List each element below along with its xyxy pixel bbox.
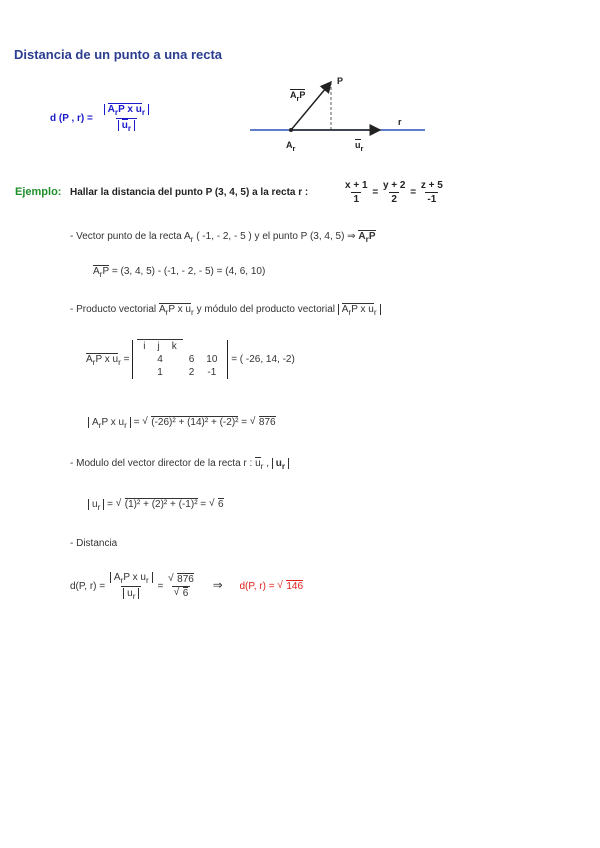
label-ur-sub: r [360,143,364,153]
label-Ar-a: A [286,140,293,150]
step2-mid: y módulo del producto vectorial [196,304,335,315]
matrix-cell: i [137,340,151,353]
modulus-u: $u_r$ = √ (1)² + (2)² + (-1)² = √ 6 [88,499,224,512]
step1-text [70,231,376,244]
mod-res: 876 [258,417,276,428]
mod-lhs-a: A [92,417,99,428]
mod-lhs-sub: r [98,420,102,430]
step2-abs-sub: r [348,307,352,317]
matrix-cell: 1 [157,367,163,378]
step2-abs-rest: P x u [351,304,374,315]
step3-vec-sub: r [260,461,264,471]
label-ArP-sub: r [296,93,300,103]
u-res: 6 [217,499,224,510]
d-num-rest: P x u [123,572,146,583]
step1b-vec-a: A [93,266,100,277]
label-P: P [337,76,344,86]
mod-lhs-sub2: r [124,420,127,430]
page-title: Distancia de un punto a una recta [14,47,223,62]
step1b-vec-sub: r [99,269,103,279]
step3-abs: u [275,458,282,469]
d-lhs: d(P, r) = [70,581,106,593]
frac1-den: 1 [353,194,360,205]
d-f2-num: 876 [177,574,194,585]
frac3-num: z + 5 [420,180,443,191]
step2-vec-sub: r [165,307,169,317]
formula-num-sub: r [114,107,119,117]
label-ur-u: u [355,140,361,150]
mod-rhs: (-26)² + (14)² + (-2)² [151,417,239,428]
frac3-den: -1 [427,194,437,205]
matrix-cell: k [166,340,183,353]
step1b-vec-p: P [102,266,110,277]
distance-result: d(P, r) = $\frac{A_rP x u_r}{u_r}$ = √ 876 √ 6 ⇒ d(P, r) = √ 146 [70,572,303,601]
label-ArP [290,90,305,103]
step1-vec-p: P [368,231,376,242]
step1-calc [93,266,265,279]
modulus-cross: $A_rP$ x $u_r$ = √ (-26)² + (14)² + (-2)² = √ 876 [88,417,276,430]
cross-lhs-sub: r [92,357,96,368]
implies-arrow: ⇒ [212,578,223,593]
step2-abs-a: A [341,304,349,315]
label-Ar [286,140,295,153]
step4-text: - Distancia [70,538,118,549]
cross-lhs-a: A [86,354,93,366]
formula-num-a: A [107,104,115,115]
point-Ar [289,128,293,132]
step2-a: - Producto vectorial [70,304,157,315]
step1-a: - Vector punto de la recta A [70,231,191,242]
result-lhs: d(P, r) = [239,581,275,593]
example-statement: Hallar la distancia del punto P (3, 4, 5) a la recta r : [70,187,309,198]
formula-lhs: d (P , r) = [50,113,93,125]
frac1-num: x + 1 [345,180,368,191]
eq-1: = [372,187,379,199]
cross-product: $A_rP$ x $u_r$ = i j k 4 6 10 1 2 -1 = ( -26, 14, -2) [86,341,295,378]
formula-den-sub: r [127,123,132,133]
cross-rhs: = ( -26, 14, -2) [231,354,295,366]
step3-abs-sub: r [281,461,286,471]
step1-rest: ( -1, - 2, - 5 ) y el punto P (3, 4, 5) ⇒ [193,231,356,242]
d-frac1 [108,572,155,601]
step1-vec-sub: r [365,234,369,244]
step3-vec: u [255,458,261,469]
geometry-diagram [245,70,445,160]
formula-num-sub2: r [141,107,146,117]
distance-formula [50,104,151,133]
label-ArP-p: P [299,90,306,100]
formula-num-rest: P x u [118,104,142,115]
formula-den: u [121,120,128,131]
step2-text [70,304,381,317]
line-equation [343,180,445,205]
d-den: u [127,588,133,599]
result-rad: 146 [286,581,304,593]
step1b-eq: = (3, 4, 5) - (-1, - 2, - 5) = (4, 6, 10) [109,266,266,277]
matrix-cell: 4 [157,354,163,365]
cross-lhs-sub2: r [118,357,121,368]
example-label: Ejemplo: [15,186,62,198]
matrix-cell: 10 [206,354,218,365]
label-ur [355,140,363,153]
step2-vec-sub2: r [191,307,194,317]
matrix-cell: -1 [207,367,217,378]
matrix-cell: j [151,340,165,353]
step2-vec-rest: P x u [168,304,191,315]
d-den-sub: r [132,591,136,601]
label-ArP-a: A [290,90,297,100]
d-num-a: A [113,572,121,583]
mod-lhs-rest: P x u [101,417,125,428]
step2-vec-a: A [158,304,166,315]
step1-vec-a: A [358,231,366,242]
step3-text: - Modulo del vector director de la recta r : $u_r$ , $u_r$ [70,458,289,471]
cross-lhs-rest: P x u [95,354,119,366]
eq-2: = [410,187,417,199]
step3-a: - Modulo del vector director de la recta r : [70,458,253,469]
determinant-matrix [132,340,228,379]
final-result [239,581,303,592]
formula-fraction [102,104,151,133]
d-num-sub2: r [145,575,149,585]
d-num-sub: r [120,575,124,585]
label-Ar-sub: r [292,143,296,153]
d-frac2 [166,574,196,599]
frac2-num: y + 2 [382,180,406,191]
label-r: r [398,117,402,127]
step1-sub: r [190,234,194,244]
matrix-cell: 2 [188,367,195,378]
d-f2-den: 6 [182,588,189,599]
frac2-den: 2 [391,194,397,205]
matrix-cell: 6 [188,354,195,365]
u-rhs: (1)² + (2)² + (-1)² [124,499,198,510]
u-lhs: u [92,499,98,510]
step2-abs-sub2: r [373,307,377,317]
u-lhs-sub: r [97,502,101,512]
